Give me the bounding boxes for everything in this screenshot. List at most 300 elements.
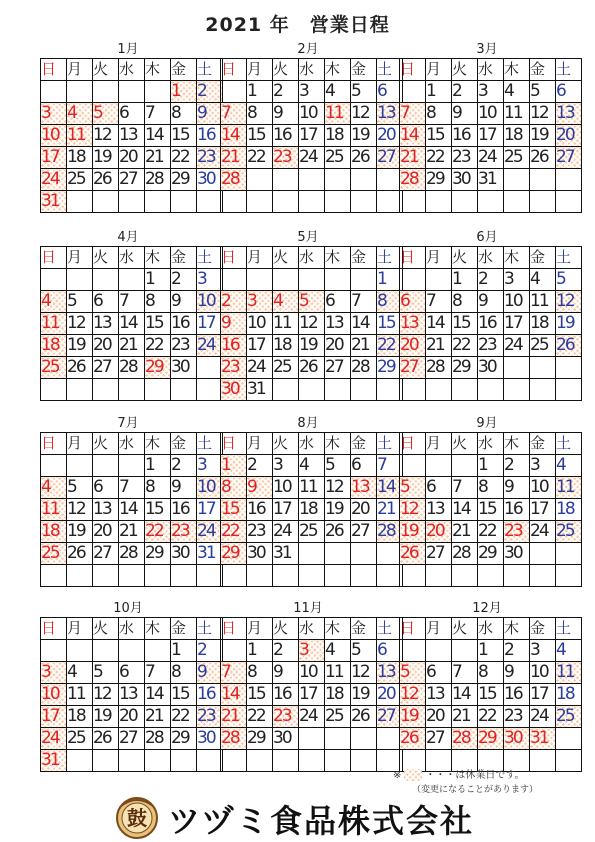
empty-cell <box>93 81 119 103</box>
weekday-header: 金 <box>171 247 197 269</box>
day-cell: 9 <box>247 477 273 499</box>
empty-cell <box>556 191 582 213</box>
empty-cell <box>93 640 119 662</box>
weekday-header: 火 <box>273 618 299 640</box>
day-cell: 13 <box>325 313 351 335</box>
day-cell: 22 <box>478 521 504 543</box>
day-cell: 18 <box>67 147 93 169</box>
empty-cell <box>452 379 478 401</box>
weekday-header: 金 <box>171 59 197 81</box>
week-row <box>41 313 223 335</box>
week-row <box>41 640 223 662</box>
day-cell: 13 <box>93 499 119 521</box>
day-cell: 23 <box>504 521 530 543</box>
empty-cell <box>67 565 93 587</box>
month-table <box>399 617 582 772</box>
weekday-header: 日 <box>400 59 426 81</box>
day-cell: 27 <box>400 357 426 379</box>
day-cell: 2 <box>197 640 223 662</box>
week-row <box>41 103 223 125</box>
empty-cell <box>119 565 145 587</box>
weekday-header: 金 <box>171 433 197 455</box>
week-row <box>221 81 403 103</box>
empty-cell <box>504 191 530 213</box>
day-cell: 2 <box>171 269 197 291</box>
day-cell: 2 <box>197 81 223 103</box>
empty-cell <box>556 728 582 750</box>
day-cell: 23 <box>273 147 299 169</box>
empty-cell <box>247 191 273 213</box>
day-cell: 24 <box>247 357 273 379</box>
day-cell: 25 <box>299 521 325 543</box>
day-cell: 29 <box>377 357 403 379</box>
day-cell: 11 <box>273 313 299 335</box>
weekday-header: 木 <box>504 59 530 81</box>
weekday-header: 水 <box>478 59 504 81</box>
day-cell: 7 <box>119 477 145 499</box>
day-cell: 2 <box>478 269 504 291</box>
day-cell: 10 <box>478 103 504 125</box>
empty-cell <box>351 169 377 191</box>
day-cell: 18 <box>325 684 351 706</box>
day-cell: 10 <box>197 477 223 499</box>
weekday-header: 金 <box>351 247 377 269</box>
weekday-header: 日 <box>41 59 67 81</box>
month-table <box>40 58 223 213</box>
empty-cell <box>273 269 299 291</box>
week-row <box>400 379 582 401</box>
day-cell: 29 <box>221 543 247 565</box>
empty-cell <box>299 169 325 191</box>
empty-cell <box>400 565 426 587</box>
day-cell: 25 <box>41 357 67 379</box>
week-row <box>41 379 223 401</box>
month-table <box>40 246 223 401</box>
week-row <box>41 455 223 477</box>
empty-cell <box>247 169 273 191</box>
month-table <box>220 617 403 772</box>
day-cell: 22 <box>377 335 403 357</box>
week-row <box>221 103 403 125</box>
day-cell: 8 <box>145 291 171 313</box>
day-cell: 19 <box>93 706 119 728</box>
day-cell: 30 <box>197 169 223 191</box>
weekday-header: 金 <box>530 618 556 640</box>
weekday-header: 木 <box>145 618 171 640</box>
empty-cell <box>400 269 426 291</box>
day-cell: 18 <box>67 706 93 728</box>
day-cell: 11 <box>556 477 582 499</box>
empty-cell <box>247 565 273 587</box>
day-cell: 9 <box>478 291 504 313</box>
day-cell: 10 <box>273 477 299 499</box>
day-cell: 12 <box>351 662 377 684</box>
week-row <box>221 125 403 147</box>
day-cell: 8 <box>247 662 273 684</box>
day-cell: 4 <box>556 640 582 662</box>
day-cell: 14 <box>119 313 145 335</box>
weekday-header: 水 <box>478 433 504 455</box>
week-row <box>400 662 582 684</box>
day-cell: 1 <box>452 269 478 291</box>
weekday-header: 土 <box>377 247 403 269</box>
empty-cell <box>325 379 351 401</box>
day-cell: 9 <box>452 103 478 125</box>
day-cell: 22 <box>145 521 171 543</box>
day-cell: 26 <box>93 728 119 750</box>
day-cell: 19 <box>351 684 377 706</box>
day-cell: 18 <box>41 335 67 357</box>
weekday-header: 金 <box>171 618 197 640</box>
weekday-header: 水 <box>119 618 145 640</box>
day-cell: 16 <box>171 499 197 521</box>
day-cell: 20 <box>377 684 403 706</box>
month-title: 5月 <box>297 230 319 245</box>
week-row <box>41 191 223 213</box>
day-cell: 27 <box>426 543 452 565</box>
month-title: 8月 <box>297 416 319 431</box>
week-row <box>41 169 223 191</box>
day-cell: 23 <box>247 521 273 543</box>
weekday-header: 金 <box>351 618 377 640</box>
day-cell: 15 <box>478 499 504 521</box>
empty-cell <box>351 191 377 213</box>
month-table <box>399 432 582 587</box>
empty-cell <box>171 379 197 401</box>
empty-cell <box>504 169 530 191</box>
month-12 <box>399 601 575 772</box>
weekday-header: 日 <box>221 247 247 269</box>
month-table <box>40 432 223 587</box>
day-cell: 16 <box>171 313 197 335</box>
day-cell: 6 <box>556 81 582 103</box>
day-cell: 26 <box>67 543 93 565</box>
day-cell: 12 <box>530 103 556 125</box>
week-row <box>221 335 403 357</box>
week-row <box>400 706 582 728</box>
day-cell: 8 <box>478 662 504 684</box>
month-title: 6月 <box>476 230 498 245</box>
day-cell: 25 <box>67 728 93 750</box>
week-row <box>400 169 582 191</box>
month-6 <box>399 230 575 401</box>
empty-cell <box>452 640 478 662</box>
week-row <box>41 684 223 706</box>
weekday-header: 土 <box>377 618 403 640</box>
empty-cell <box>221 191 247 213</box>
weekday-header: 木 <box>504 247 530 269</box>
empty-cell <box>41 379 67 401</box>
day-cell: 9 <box>504 662 530 684</box>
empty-cell <box>119 269 145 291</box>
day-cell: 30 <box>504 543 530 565</box>
empty-cell <box>221 640 247 662</box>
day-cell: 15 <box>247 684 273 706</box>
day-cell: 23 <box>504 706 530 728</box>
empty-cell <box>119 455 145 477</box>
empty-cell <box>400 81 426 103</box>
day-cell: 29 <box>426 169 452 191</box>
day-cell: 22 <box>221 521 247 543</box>
day-cell: 29 <box>452 357 478 379</box>
day-cell: 19 <box>67 521 93 543</box>
weekday-header: 土 <box>197 59 223 81</box>
day-cell: 26 <box>67 357 93 379</box>
day-cell: 14 <box>221 684 247 706</box>
day-cell: 30 <box>197 728 223 750</box>
day-cell: 29 <box>478 728 504 750</box>
week-row <box>400 335 582 357</box>
day-cell: 5 <box>400 662 426 684</box>
week-row <box>221 455 403 477</box>
day-cell: 21 <box>119 521 145 543</box>
day-cell: 7 <box>377 455 403 477</box>
day-cell: 1 <box>247 81 273 103</box>
empty-cell <box>426 269 452 291</box>
day-cell: 13 <box>426 684 452 706</box>
weekday-header: 月 <box>247 618 273 640</box>
day-cell: 19 <box>400 521 426 543</box>
week-row <box>41 477 223 499</box>
empty-cell <box>221 269 247 291</box>
empty-cell <box>556 379 582 401</box>
day-cell: 15 <box>452 313 478 335</box>
day-cell: 10 <box>247 313 273 335</box>
day-cell: 9 <box>171 291 197 313</box>
day-cell: 6 <box>93 477 119 499</box>
month-1 <box>40 42 216 213</box>
week-row <box>41 81 223 103</box>
day-cell: 20 <box>556 125 582 147</box>
day-cell: 3 <box>299 81 325 103</box>
day-cell: 27 <box>119 728 145 750</box>
weekday-header: 木 <box>325 618 351 640</box>
day-cell: 6 <box>351 455 377 477</box>
empty-cell <box>145 640 171 662</box>
day-cell: 28 <box>452 543 478 565</box>
day-cell: 3 <box>197 455 223 477</box>
empty-cell <box>299 191 325 213</box>
day-cell: 20 <box>426 521 452 543</box>
day-cell: 3 <box>197 269 223 291</box>
day-cell: 4 <box>556 455 582 477</box>
weekday-header: 月 <box>67 59 93 81</box>
empty-cell <box>351 379 377 401</box>
empty-cell <box>325 191 351 213</box>
day-cell: 14 <box>145 684 171 706</box>
empty-cell <box>556 543 582 565</box>
weekday-header: 水 <box>119 433 145 455</box>
weekday-header: 木 <box>504 618 530 640</box>
week-row <box>41 335 223 357</box>
day-cell: 9 <box>273 662 299 684</box>
day-cell: 29 <box>247 728 273 750</box>
empty-cell <box>41 81 67 103</box>
day-cell: 28 <box>400 169 426 191</box>
week-row <box>221 750 403 772</box>
day-cell: 3 <box>41 662 67 684</box>
weekday-header: 月 <box>426 433 452 455</box>
day-cell: 7 <box>221 662 247 684</box>
day-cell: 29 <box>478 543 504 565</box>
day-cell: 20 <box>119 147 145 169</box>
day-cell: 18 <box>556 499 582 521</box>
week-row <box>41 521 223 543</box>
day-cell: 25 <box>41 543 67 565</box>
weekday-header: 金 <box>530 59 556 81</box>
weekday-header: 月 <box>247 247 273 269</box>
week-row <box>400 543 582 565</box>
day-cell: 6 <box>325 291 351 313</box>
empty-cell <box>400 191 426 213</box>
day-cell: 12 <box>556 291 582 313</box>
day-cell: 30 <box>171 543 197 565</box>
weekday-header: 日 <box>400 433 426 455</box>
week-row <box>400 269 582 291</box>
day-cell: 15 <box>171 684 197 706</box>
weekday-header: 水 <box>478 247 504 269</box>
day-cell: 28 <box>221 169 247 191</box>
empty-cell <box>452 455 478 477</box>
day-cell: 20 <box>119 706 145 728</box>
day-cell: 25 <box>273 357 299 379</box>
day-cell: 11 <box>556 662 582 684</box>
weekday-header: 木 <box>325 247 351 269</box>
day-cell: 17 <box>530 684 556 706</box>
day-cell: 26 <box>400 543 426 565</box>
day-cell: 3 <box>504 269 530 291</box>
empty-cell <box>145 379 171 401</box>
day-cell: 19 <box>351 125 377 147</box>
week-row <box>400 147 582 169</box>
day-cell: 5 <box>67 477 93 499</box>
day-cell: 10 <box>41 684 67 706</box>
weekday-header: 日 <box>221 433 247 455</box>
day-cell: 7 <box>351 291 377 313</box>
weekday-header: 火 <box>452 433 478 455</box>
weekday-header: 土 <box>556 618 582 640</box>
day-cell: 29 <box>145 543 171 565</box>
weekday-header: 土 <box>377 433 403 455</box>
day-cell: 16 <box>247 499 273 521</box>
day-cell: 7 <box>221 103 247 125</box>
empty-cell <box>119 81 145 103</box>
day-cell: 27 <box>351 521 377 543</box>
week-row <box>221 684 403 706</box>
empty-cell <box>93 269 119 291</box>
week-row <box>400 640 582 662</box>
weekday-header: 木 <box>145 59 171 81</box>
day-cell: 6 <box>426 662 452 684</box>
weekday-header: 月 <box>247 433 273 455</box>
day-cell: 23 <box>197 147 223 169</box>
weekday-header: 火 <box>273 59 299 81</box>
empty-cell <box>67 750 93 772</box>
empty-cell <box>273 169 299 191</box>
day-cell: 8 <box>478 477 504 499</box>
empty-cell <box>530 169 556 191</box>
empty-cell <box>530 750 556 772</box>
week-row <box>221 477 403 499</box>
day-cell: 20 <box>325 335 351 357</box>
weekday-header: 日 <box>400 618 426 640</box>
empty-cell <box>93 191 119 213</box>
day-cell: 23 <box>197 706 223 728</box>
week-row <box>221 543 403 565</box>
day-cell: 11 <box>299 477 325 499</box>
day-cell: 11 <box>530 291 556 313</box>
weekday-header: 日 <box>221 618 247 640</box>
day-cell: 9 <box>221 313 247 335</box>
empty-cell <box>197 750 223 772</box>
day-cell: 14 <box>377 477 403 499</box>
day-cell: 13 <box>351 477 377 499</box>
empty-cell <box>504 357 530 379</box>
weekday-header: 日 <box>41 247 67 269</box>
day-cell: 7 <box>452 662 478 684</box>
day-cell: 26 <box>400 728 426 750</box>
day-cell: 30 <box>221 379 247 401</box>
day-cell: 27 <box>325 357 351 379</box>
day-cell: 11 <box>41 499 67 521</box>
day-cell: 21 <box>221 706 247 728</box>
day-cell: 2 <box>273 81 299 103</box>
empty-cell <box>197 565 223 587</box>
day-cell: 15 <box>247 125 273 147</box>
day-cell: 13 <box>426 499 452 521</box>
day-cell: 11 <box>504 103 530 125</box>
day-cell: 12 <box>67 313 93 335</box>
month-9 <box>399 416 575 587</box>
day-cell: 7 <box>426 291 452 313</box>
day-cell: 19 <box>93 147 119 169</box>
week-row <box>400 81 582 103</box>
empty-cell <box>351 565 377 587</box>
day-cell: 30 <box>452 169 478 191</box>
empty-cell <box>93 455 119 477</box>
day-cell: 17 <box>530 499 556 521</box>
day-cell: 7 <box>452 477 478 499</box>
day-cell: 31 <box>273 543 299 565</box>
weekday-header: 日 <box>400 247 426 269</box>
weekday-header: 土 <box>197 247 223 269</box>
empty-cell <box>41 455 67 477</box>
day-cell: 4 <box>41 477 67 499</box>
empty-cell <box>67 455 93 477</box>
day-cell: 18 <box>556 684 582 706</box>
month-8 <box>220 416 396 587</box>
day-cell: 20 <box>377 125 403 147</box>
day-cell: 1 <box>221 455 247 477</box>
month-4 <box>40 230 216 401</box>
day-cell: 17 <box>273 499 299 521</box>
month-table <box>399 246 582 401</box>
day-cell: 12 <box>351 103 377 125</box>
day-cell: 26 <box>351 706 377 728</box>
day-cell: 21 <box>426 335 452 357</box>
day-cell: 17 <box>41 706 67 728</box>
day-cell: 24 <box>299 706 325 728</box>
weekday-header: 土 <box>377 59 403 81</box>
day-cell: 27 <box>426 728 452 750</box>
day-cell: 16 <box>273 125 299 147</box>
day-cell: 30 <box>171 357 197 379</box>
empty-cell <box>171 565 197 587</box>
day-cell: 14 <box>452 499 478 521</box>
day-cell: 22 <box>171 706 197 728</box>
week-row <box>221 313 403 335</box>
empty-cell <box>325 750 351 772</box>
